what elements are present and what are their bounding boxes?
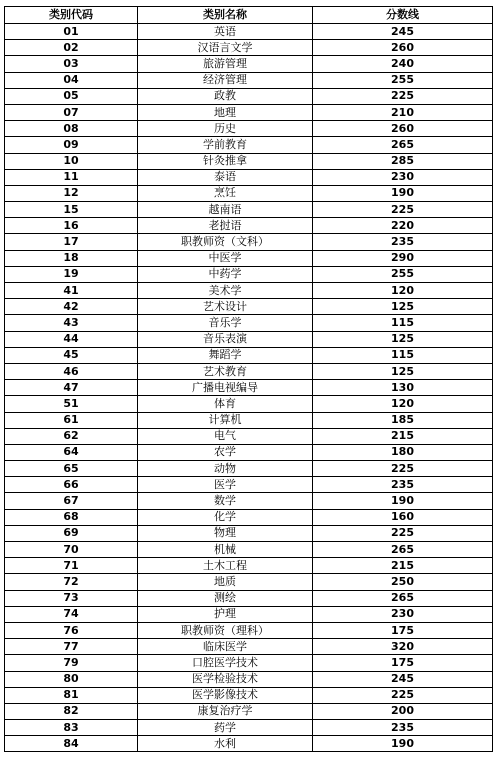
score-line-cell: 180 [313,444,493,460]
category-code-cell: 18 [5,250,138,266]
category-code-cell: 65 [5,461,138,477]
category-name-cell: 地质 [138,574,313,590]
category-code-cell: 44 [5,331,138,347]
category-code-cell: 16 [5,218,138,234]
category-name-cell: 中药学 [138,266,313,282]
table-row [5,72,493,88]
header-score-line: 分数线 [313,7,493,24]
category-name-cell: 艺术教育 [138,363,313,379]
category-name-cell: 政教 [138,88,313,104]
table-row [5,202,493,218]
category-code-cell: 74 [5,606,138,622]
category-name-cell: 美术学 [138,283,313,299]
category-code-cell: 01 [5,24,138,40]
category-code-cell: 47 [5,380,138,396]
category-name-cell: 音乐表演 [138,331,313,347]
score-line-table [4,6,493,752]
table-row [5,218,493,234]
table-row [5,590,493,606]
category-code-cell: 07 [5,104,138,120]
category-name-cell: 职教师资（理科） [138,622,313,638]
table-row [5,153,493,169]
score-line-cell: 130 [313,380,493,396]
category-code-cell: 02 [5,40,138,56]
score-line-cell: 225 [313,687,493,703]
category-code-cell: 73 [5,590,138,606]
category-code-cell: 05 [5,88,138,104]
category-name-cell: 护理 [138,606,313,622]
category-code-cell: 10 [5,153,138,169]
score-line-cell: 225 [313,461,493,477]
category-code-cell: 64 [5,444,138,460]
score-line-cell: 185 [313,412,493,428]
table-row [5,380,493,396]
category-code-cell: 12 [5,185,138,201]
table-row [5,104,493,120]
score-line-cell: 200 [313,703,493,719]
score-line-cell: 115 [313,347,493,363]
table-row [5,396,493,412]
category-code-cell: 76 [5,622,138,638]
table-row [5,24,493,40]
category-name-cell: 艺术设计 [138,299,313,315]
category-code-cell: 83 [5,720,138,736]
category-code-cell: 71 [5,558,138,574]
score-line-cell: 290 [313,250,493,266]
category-code-cell: 08 [5,121,138,137]
category-code-cell: 62 [5,428,138,444]
category-name-cell: 机械 [138,542,313,558]
score-line-cell: 245 [313,24,493,40]
score-line-cell: 125 [313,299,493,315]
category-name-cell: 临床医学 [138,639,313,655]
score-line-cell: 225 [313,88,493,104]
score-line-cell: 255 [313,266,493,282]
table-row [5,444,493,460]
table-row [5,477,493,493]
score-line-cell: 125 [313,331,493,347]
category-name-cell: 越南语 [138,202,313,218]
score-line-cell: 260 [313,121,493,137]
score-line-cell: 120 [313,396,493,412]
category-code-cell: 09 [5,137,138,153]
table-body [5,24,493,752]
table-row [5,266,493,282]
table-row [5,639,493,655]
table-row [5,461,493,477]
score-line-cell: 255 [313,72,493,88]
table-row [5,509,493,525]
category-name-cell: 体育 [138,396,313,412]
score-line-cell: 235 [313,720,493,736]
category-code-cell: 17 [5,234,138,250]
category-name-cell: 舞蹈学 [138,347,313,363]
score-line-cell: 215 [313,428,493,444]
table-row [5,331,493,347]
category-code-cell: 66 [5,477,138,493]
table-row [5,703,493,719]
score-line-cell: 265 [313,590,493,606]
category-name-cell: 经济管理 [138,72,313,88]
category-name-cell: 广播电视编导 [138,380,313,396]
table-row [5,428,493,444]
category-code-cell: 80 [5,671,138,687]
table-row [5,56,493,72]
score-line-cell: 320 [313,639,493,655]
score-line-cell: 245 [313,671,493,687]
score-line-cell: 220 [313,218,493,234]
score-line-cell: 190 [313,185,493,201]
category-name-cell: 中医学 [138,250,313,266]
score-line-cell: 190 [313,736,493,752]
category-code-cell: 43 [5,315,138,331]
category-name-cell: 历史 [138,121,313,137]
table-row [5,347,493,363]
category-code-cell: 15 [5,202,138,218]
category-name-cell: 口腔医学技术 [138,655,313,671]
category-code-cell: 51 [5,396,138,412]
table-row [5,250,493,266]
category-name-cell: 物理 [138,525,313,541]
category-code-cell: 84 [5,736,138,752]
table-row [5,40,493,56]
category-code-cell: 19 [5,266,138,282]
score-line-cell: 260 [313,40,493,56]
table-row [5,493,493,509]
category-name-cell: 计算机 [138,412,313,428]
score-line-cell: 115 [313,315,493,331]
category-code-cell: 72 [5,574,138,590]
category-name-cell: 汉语言文学 [138,40,313,56]
table-row [5,736,493,752]
score-line-cell: 160 [313,509,493,525]
category-code-cell: 69 [5,525,138,541]
category-name-cell: 药学 [138,720,313,736]
category-name-cell: 泰语 [138,169,313,185]
category-code-cell: 41 [5,283,138,299]
table-row [5,363,493,379]
category-name-cell: 动物 [138,461,313,477]
category-name-cell: 水利 [138,736,313,752]
table-row [5,622,493,638]
table-row [5,655,493,671]
category-name-cell: 旅游管理 [138,56,313,72]
category-name-cell: 针灸推拿 [138,153,313,169]
score-line-cell: 175 [313,622,493,638]
table-row [5,121,493,137]
category-name-cell: 测绘 [138,590,313,606]
category-code-cell: 77 [5,639,138,655]
category-name-cell: 化学 [138,509,313,525]
category-name-cell: 农学 [138,444,313,460]
table-row [5,88,493,104]
table-row [5,606,493,622]
category-name-cell: 音乐学 [138,315,313,331]
category-code-cell: 61 [5,412,138,428]
category-name-cell: 学前教育 [138,137,313,153]
table-row [5,137,493,153]
score-line-cell: 235 [313,234,493,250]
category-code-cell: 67 [5,493,138,509]
table-row [5,299,493,315]
score-line-cell: 265 [313,542,493,558]
category-code-cell: 03 [5,56,138,72]
score-line-cell: 190 [313,493,493,509]
table-row [5,574,493,590]
category-name-cell: 医学影像技术 [138,687,313,703]
category-name-cell: 烹饪 [138,185,313,201]
category-code-cell: 45 [5,347,138,363]
table-row [5,412,493,428]
table-row [5,315,493,331]
header-category-name: 类别名称 [138,7,313,24]
category-code-cell: 81 [5,687,138,703]
score-line-cell: 120 [313,283,493,299]
score-line-cell: 215 [313,558,493,574]
table-header-row [5,7,493,24]
score-line-document [4,6,492,752]
table-row [5,169,493,185]
score-line-cell: 225 [313,202,493,218]
score-line-cell: 225 [313,525,493,541]
category-code-cell: 68 [5,509,138,525]
score-line-cell: 210 [313,104,493,120]
category-name-cell: 电气 [138,428,313,444]
score-line-cell: 125 [313,363,493,379]
category-code-cell: 04 [5,72,138,88]
category-code-cell: 46 [5,363,138,379]
score-line-cell: 285 [313,153,493,169]
category-name-cell: 职教师资（文科） [138,234,313,250]
category-name-cell: 医学 [138,477,313,493]
table-row [5,283,493,299]
category-code-cell: 82 [5,703,138,719]
score-line-cell: 230 [313,169,493,185]
score-line-cell: 265 [313,137,493,153]
category-name-cell: 老挝语 [138,218,313,234]
category-name-cell: 土木工程 [138,558,313,574]
table-row [5,671,493,687]
score-line-cell: 250 [313,574,493,590]
score-line-cell: 230 [313,606,493,622]
category-name-cell: 英语 [138,24,313,40]
score-line-cell: 175 [313,655,493,671]
table-row [5,558,493,574]
table-row [5,234,493,250]
category-name-cell: 地理 [138,104,313,120]
score-line-cell: 235 [313,477,493,493]
table-row [5,720,493,736]
category-code-cell: 70 [5,542,138,558]
table-row [5,525,493,541]
table-row [5,542,493,558]
category-name-cell: 康复治疗学 [138,703,313,719]
header-category-code: 类别代码 [5,7,138,24]
category-code-cell: 79 [5,655,138,671]
category-code-cell: 42 [5,299,138,315]
score-line-cell: 240 [313,56,493,72]
table-row [5,687,493,703]
table-row [5,185,493,201]
category-name-cell: 数学 [138,493,313,509]
category-code-cell: 11 [5,169,138,185]
category-name-cell: 医学检验技术 [138,671,313,687]
